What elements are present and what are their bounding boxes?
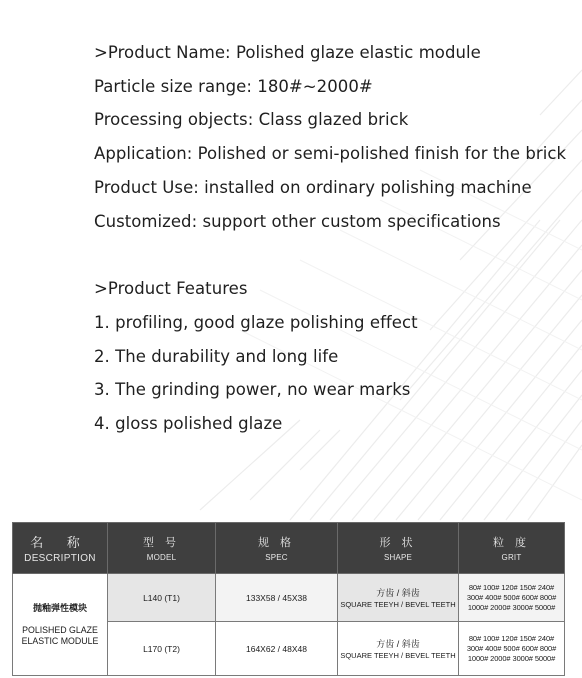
spec-product-name: >Product Name: Polished glaze elastic module (94, 43, 481, 62)
description-cell (13, 574, 108, 676)
description-zh: 抛釉弹性模块 (32, 602, 87, 613)
header-model-zh: 型 号 (142, 537, 181, 549)
features-heading: >Product Features (94, 279, 248, 299)
grit-cell: 80# 100# 120# 150# 240# 300# 400# 500# 600# 800# 1000# 2000# 3000# 5000# (459, 574, 565, 622)
feature-item-4: 4. gloss polished glaze (94, 414, 283, 434)
product-spec-table (12, 522, 565, 676)
section-gap (94, 238, 574, 272)
spec-application: Application: Polished or semi-polished finish for the brick (94, 144, 567, 164)
spec-customized: Customized: support other custom specifications (94, 211, 501, 231)
header-grit-en: GRIT (501, 553, 522, 562)
header-description-zh: 名 称 (30, 535, 90, 550)
spec-particle-size: Particle size range: 180#~2000# (94, 76, 373, 96)
header-description (13, 523, 108, 574)
grit-cell: 80# 100# 120# 150# 240# 300# 400# 500# 600# 800# 1000# 2000# 3000# 5000# (459, 622, 565, 676)
table-header-row (13, 523, 565, 574)
description-en: POLISHED GLAZE ELASTIC MODULE (21, 625, 99, 646)
header-spec-en: SPEC (265, 553, 288, 562)
feature-item-2: 2. The durability and long life (94, 346, 339, 366)
header-grit (459, 523, 565, 574)
spec-cell: 133X58 / 45X38 (216, 574, 338, 622)
model-cell: L140 (T1) (108, 574, 216, 622)
header-spec-zh: 规 格 (257, 537, 296, 549)
product-spec-block (94, 36, 574, 441)
shape-cell (338, 574, 459, 622)
feature-item-3: 3. The grinding power, no wear marks (94, 380, 411, 400)
shape-zh: 方齿 / 斜齿 (376, 588, 420, 598)
shape-en: SQUARE TEEYH / BEVEL TEETH (340, 651, 456, 660)
spec-processing-objects: Processing objects: Class glazed brick (94, 110, 409, 130)
model-cell: L170 (T2) (108, 622, 216, 676)
feature-item-1: 1. profiling, good glaze polishing effect (94, 312, 418, 332)
header-spec (216, 523, 338, 574)
header-grit-zh: 粒 度 (492, 537, 531, 549)
spec-product-use: Product Use: installed on ordinary polishing machine (94, 177, 532, 197)
table-row (13, 574, 565, 622)
header-shape-en: SHAPE (383, 553, 413, 562)
shape-en: SQUARE TEEYH / BEVEL TEETH (340, 600, 456, 609)
header-model (108, 523, 216, 574)
header-description-en: DESCRIPTION (24, 553, 96, 564)
header-shape-zh: 形 状 (379, 537, 417, 549)
header-shape (338, 523, 459, 574)
shape-cell (338, 622, 459, 676)
spec-cell: 164X62 / 48X48 (216, 622, 338, 676)
header-model-en: MODEL (146, 553, 177, 562)
shape-zh: 方齿 / 斜齿 (376, 639, 420, 649)
